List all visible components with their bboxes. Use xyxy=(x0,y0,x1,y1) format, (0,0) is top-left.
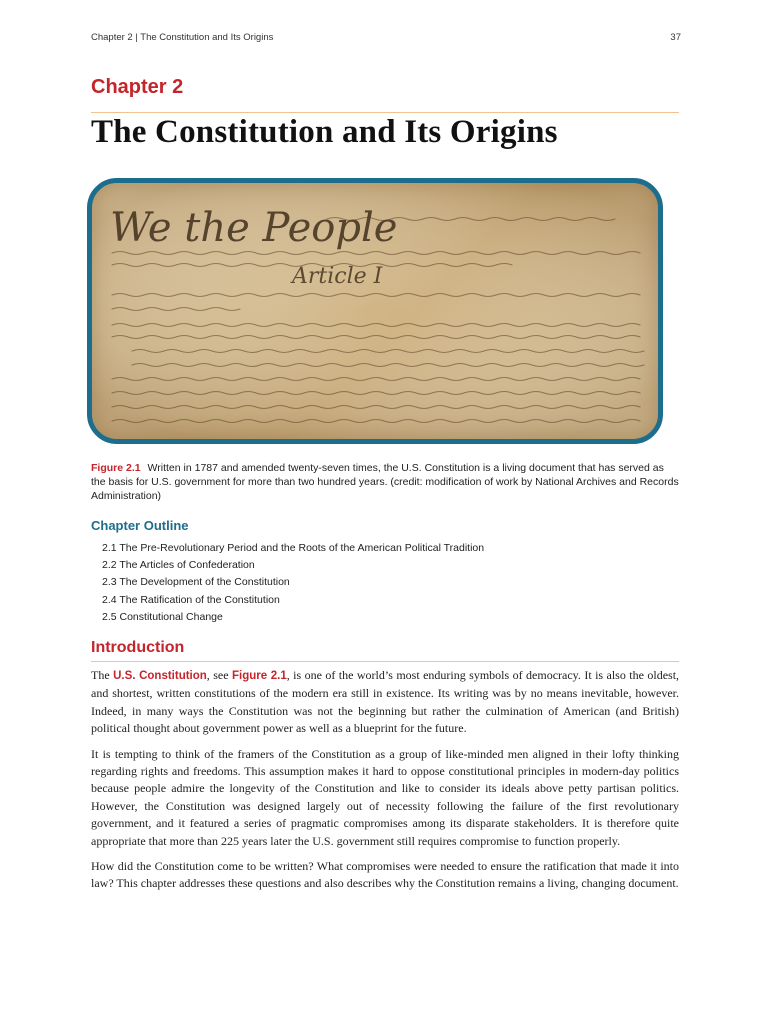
figure-caption-text: Written in 1787 and amended twenty-seven times, the U.S. Constitution is a living document that has served as the basis for U.S. government for more than two hundred years. (credit: modification of work by National Archives and Records Administration) xyxy=(91,462,679,502)
p1-post: , is one of the world’s most enduring symbols of democracy. It is also the oldest, and shortest, written constitutions of the modern era still in existence. Its writing was by no means inevitable, however. Indeed, in many ways the Constitution was not the beginning but rather the culmination of American (and British) political thought about government power as well as a blueprint for the future. xyxy=(91,668,680,736)
outline-item[interactable]: 2.1 The Pre-Revolutionary Period and the Roots of the American Political Tradition xyxy=(102,542,485,554)
chapter-divider xyxy=(91,112,679,113)
outline-item[interactable]: 2.5 Constitutional Change xyxy=(102,610,223,623)
chapter-outline-heading: Chapter Outline xyxy=(91,518,189,533)
introduction-body xyxy=(91,667,679,901)
article-heading: Article I xyxy=(292,264,383,289)
intro-paragraph-3: How did the Constitution come to be written? What compromises were needed to ensure the ratification that made it into law? This chapter addresses these questions and also describes why the Constitution remains a living, changing document. xyxy=(91,859,679,891)
intro-paragraph-2: It is tempting to think of the framers of the Constitution as a group of like-minded men aligned in their lofty thinking regarding rights and freedoms. This assumption makes it hard to oppose constitutional principles in modern-day politics because people admire the longevity of the Constitution and like to consider its ideals above petty partisan politics. However, the Constitution was designed largely out of necessity following the failure of the first revolutionary government, and it featured a series of pragmatic compromises among its disparate stakeholders. It is therefore quite appropriate that more than 225 years later the U.S. government still requires compromise to function properly. xyxy=(91,746,679,848)
intro-paragraph-1 xyxy=(91,667,679,738)
running-head-title: Chapter 2 | The Constitution and Its Origins xyxy=(91,32,274,43)
outline-item[interactable]: 2.3 The Development of the Constitution xyxy=(102,576,290,589)
figure-reference-link[interactable]: Figure 2.1 xyxy=(231,670,287,682)
figure-label: Figure 2.1 xyxy=(91,462,141,474)
us-constitution-term: U.S. Constitution xyxy=(113,670,207,682)
chapter-outline-list xyxy=(102,540,484,626)
running-head xyxy=(91,32,681,46)
introduction-heading: Introduction xyxy=(91,639,185,656)
p1-pre: The xyxy=(91,668,114,682)
chapter-label: Chapter 2 xyxy=(91,76,184,98)
outline-item[interactable]: 2.4 The Ratification of the Constitution xyxy=(102,593,280,606)
constitution-image xyxy=(87,178,663,444)
outline-item[interactable]: 2.2 The Articles of Confederation xyxy=(102,559,255,572)
figure-caption xyxy=(91,461,679,503)
chapter-title: The Constitution and Its Origins xyxy=(91,114,558,150)
we-the-people-heading: We the People xyxy=(110,205,398,251)
introduction-divider xyxy=(91,661,679,662)
page-number: 37 xyxy=(670,32,681,43)
p1-mid: , see xyxy=(206,668,232,682)
parchment-illustration xyxy=(92,183,658,439)
